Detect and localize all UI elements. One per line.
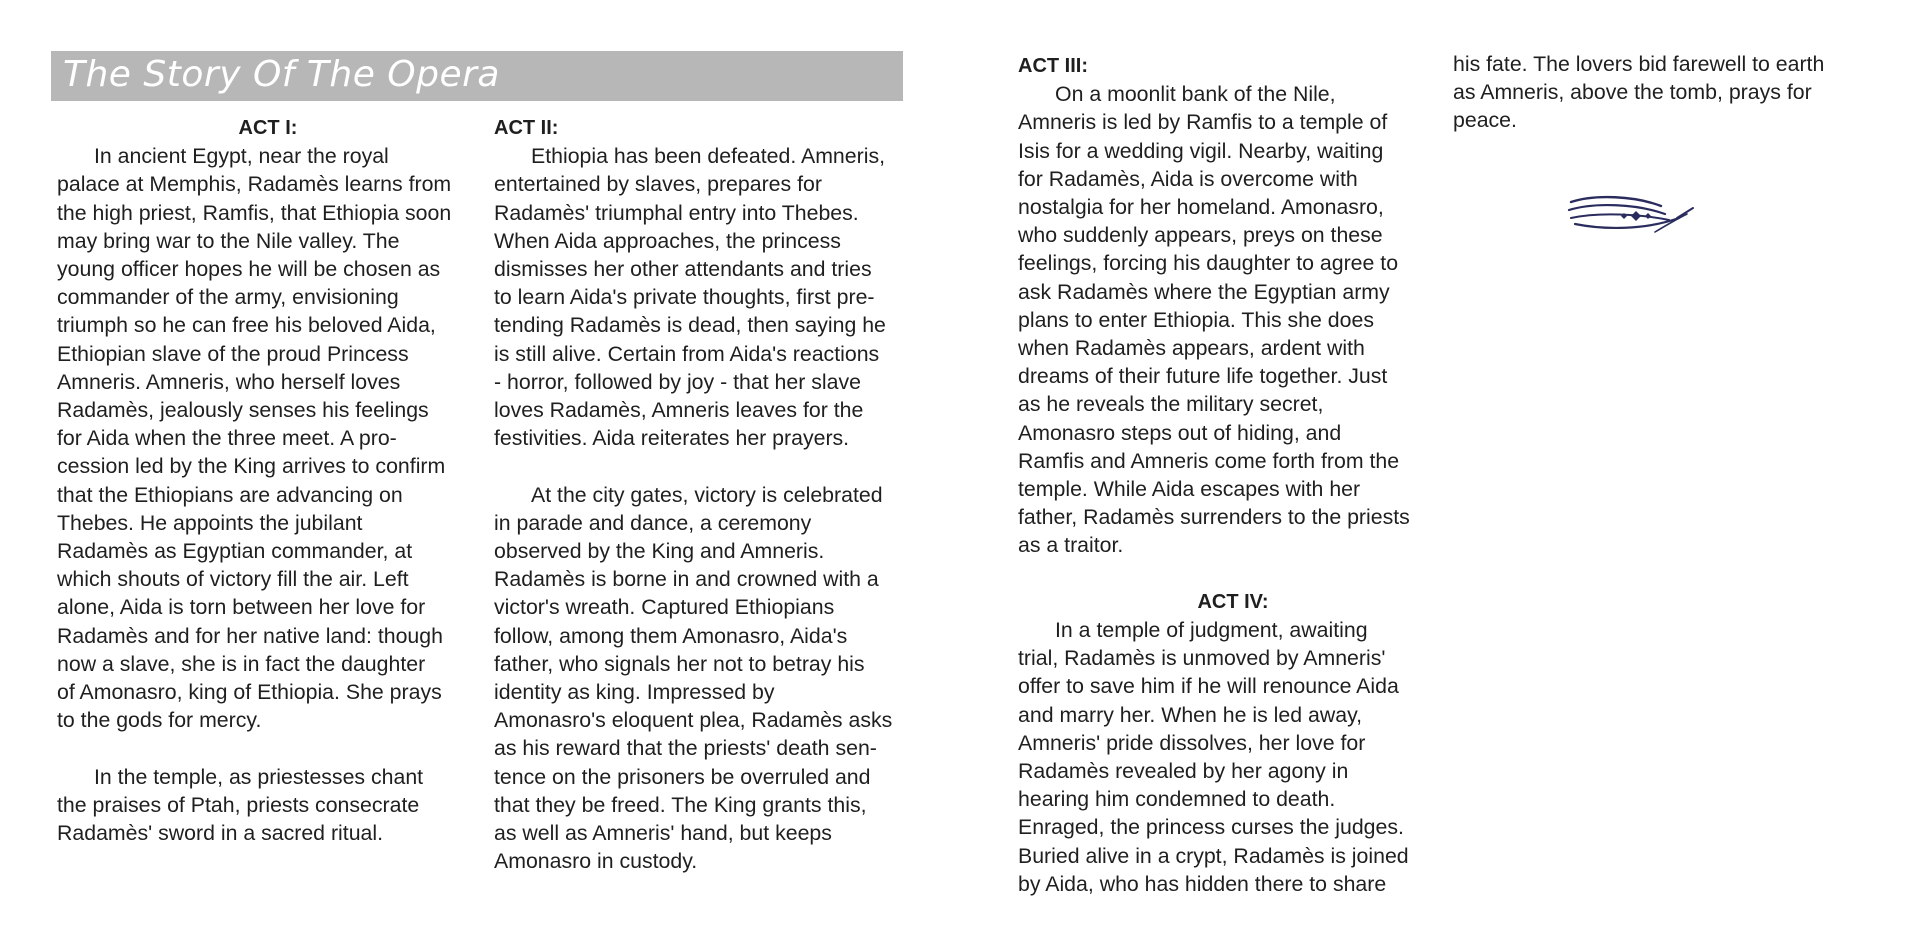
text-line: who suddenly appears, preys on these: [1018, 223, 1383, 248]
text-line: trial, Radamès is unmoved by Amneris': [1018, 646, 1386, 671]
text-line: as well as Amneris' hand, but keeps: [494, 821, 832, 846]
text-line: in parade and dance, a ceremony: [494, 510, 812, 535]
text-line: Amneris. Amneris, who herself loves: [57, 369, 401, 394]
text-line: peace.: [1453, 108, 1517, 133]
text-line: as a traitor.: [1018, 533, 1124, 558]
text-line: now a slave, she is in fact the daughter: [57, 651, 426, 676]
text-line: At the city gates, victory is celebrated: [531, 482, 883, 507]
text-line: identity as king. Impressed by: [494, 680, 775, 705]
text-line: observed by the King and Amneris.: [494, 539, 825, 564]
text-line: ask Radamès where the Egyptian army: [1018, 279, 1390, 304]
text-line: tence on the prisoners be overruled and: [494, 764, 871, 789]
text-line: the high priest, Ramfis, that Ethiopia soon: [57, 200, 452, 225]
text-line: In a temple of judgment, awaiting: [1055, 618, 1368, 643]
act-one-heading: ACT I:: [238, 117, 298, 139]
text-line: Amonasro's eloquent plea, Radamès asks: [494, 708, 893, 733]
act-two-column: [494, 114, 914, 875]
text-line: dismisses her other attendants and tries: [494, 257, 872, 282]
act-one-column: [57, 114, 479, 847]
text-line: when Radamès appears, ardent with: [1018, 336, 1365, 361]
text-line: to the gods for mercy.: [57, 708, 262, 733]
text-line: palace at Memphis, Radamès learns from: [57, 172, 452, 197]
text-line: commander of the army, envisioning: [57, 285, 399, 310]
text-line: which shouts of victory fill the air. Left: [57, 567, 409, 592]
paragraph-gap: [1018, 560, 1448, 588]
decorative-flourish-icon: [1565, 188, 1695, 242]
text-line: entertained by slaves, prepares for: [494, 172, 822, 197]
text-line: Ethiopian slave of the proud Princess: [57, 341, 409, 366]
text-line: for Aida when the three meet. A pro-: [57, 426, 397, 451]
text-line: Ramfis and Amneris come forth from the: [1018, 448, 1400, 473]
act-two-heading: ACT II:: [494, 117, 559, 139]
text-line: father, Radamès surrenders to the priests: [1018, 505, 1410, 530]
text-line: as he reveals the military secret,: [1018, 392, 1324, 417]
text-line: Amonasro steps out of hiding, and: [1018, 420, 1342, 445]
text-line: In ancient Egypt, near the royal: [94, 144, 389, 169]
page-title: The Story Of The Opera: [63, 54, 500, 95]
text-line: to learn Aida's private thoughts, first pre-: [494, 285, 875, 310]
act-four-continuation-column: [1453, 50, 1873, 135]
text-line: Amonasro in custody.: [494, 849, 698, 874]
act-four-heading: ACT IV:: [1197, 590, 1269, 613]
act-three-heading: ACT III:: [1018, 55, 1088, 77]
text-line: Ethiopia has been defeated. Amneris,: [531, 144, 886, 169]
text-line: feelings, forcing his daughter to agree to: [1018, 251, 1399, 276]
text-line: Amneris' pride dissolves, her love for: [1018, 730, 1366, 755]
text-line: young officer hopes he will be chosen as: [57, 257, 441, 282]
text-line: When Aida approaches, the princess: [494, 228, 841, 253]
text-line: may bring war to the Nile valley. The: [57, 228, 400, 253]
text-line: Radamès as Egyptian commander, at: [57, 539, 413, 564]
text-line: is still alive. Certain from Aida's reactions: [494, 341, 880, 366]
text-line: Radamès' triumphal entry into Thebes.: [494, 200, 859, 225]
text-line: as Amneris, above the tomb, prays for: [1453, 80, 1812, 105]
text-line: temple. While Aida escapes with her: [1018, 477, 1361, 502]
text-line: triumph so he can free his beloved Aida,: [57, 313, 436, 338]
text-line: Radamès and for her native land: though: [57, 623, 443, 648]
text-line: offer to save him if he will renounce Aida: [1018, 674, 1399, 699]
text-line: tending Radamès is dead, then saying he: [494, 313, 886, 338]
text-line: his fate. The lovers bid farewell to earth: [1453, 52, 1825, 76]
text-line: follow, among them Amonasro, Aida's: [494, 623, 848, 648]
text-line: festivities. Aida reiterates her prayers.: [494, 426, 850, 451]
act-three-four-column: [1018, 52, 1448, 898]
text-line: nostalgia for her homeland. Amonasro,: [1018, 195, 1384, 220]
text-line: Buried alive in a crypt, Radamès is joined: [1018, 843, 1409, 868]
text-line: Thebes. He appoints the jubilant: [57, 510, 363, 535]
text-line: On a moonlit bank of the Nile,: [1055, 82, 1336, 107]
text-line: plans to enter Ethiopia. This she does: [1018, 307, 1374, 332]
text-line: Radamès revealed by her agony in: [1018, 759, 1349, 784]
paragraph-gap: [494, 452, 914, 480]
text-line: alone, Aida is torn between her love for: [57, 595, 426, 620]
text-line: of Amonasro, king of Ethiopia. She prays: [57, 680, 442, 705]
title-banner: [51, 51, 903, 101]
text-line: In the temple, as priestesses chant: [94, 764, 424, 789]
text-line: the praises of Ptah, priests consecrate: [57, 792, 420, 817]
text-line: - horror, followed by joy - that her slave: [494, 369, 861, 394]
text-line: as his reward that the priests' death sen-: [494, 736, 877, 761]
text-line: Radamès' sword in a sacred ritual.: [57, 821, 384, 846]
text-line: Isis for a wedding vigil. Nearby, waiting: [1018, 138, 1384, 163]
text-line: Enraged, the princess curses the judges.: [1018, 815, 1404, 840]
text-line: hearing him condemned to death.: [1018, 787, 1336, 812]
text-line: victor's wreath. Captured Ethiopians: [494, 595, 835, 620]
text-line: cession led by the King arrives to confirm: [57, 454, 446, 479]
text-line: that they be freed. The King grants this,: [494, 792, 867, 817]
text-line: for Radamès, Aida is overcome with: [1018, 166, 1358, 191]
text-line: loves Radamès, Amneris leaves for the: [494, 398, 864, 423]
text-line: and marry her. When he is led away,: [1018, 702, 1363, 727]
text-line: father, who signals her not to betray his: [494, 651, 865, 676]
text-line: by Aida, who has hidden there to share: [1018, 871, 1387, 896]
text-line: Radamès is borne in and crowned with a: [494, 567, 879, 592]
text-line: Radamès, jealously senses his feelings: [57, 398, 429, 423]
paragraph-gap: [57, 734, 479, 762]
text-line: Amneris is led by Ramfis to a temple of: [1018, 110, 1388, 135]
text-line: that the Ethiopians are advancing on: [57, 482, 403, 507]
text-line: dreams of their future life together. Just: [1018, 364, 1388, 389]
